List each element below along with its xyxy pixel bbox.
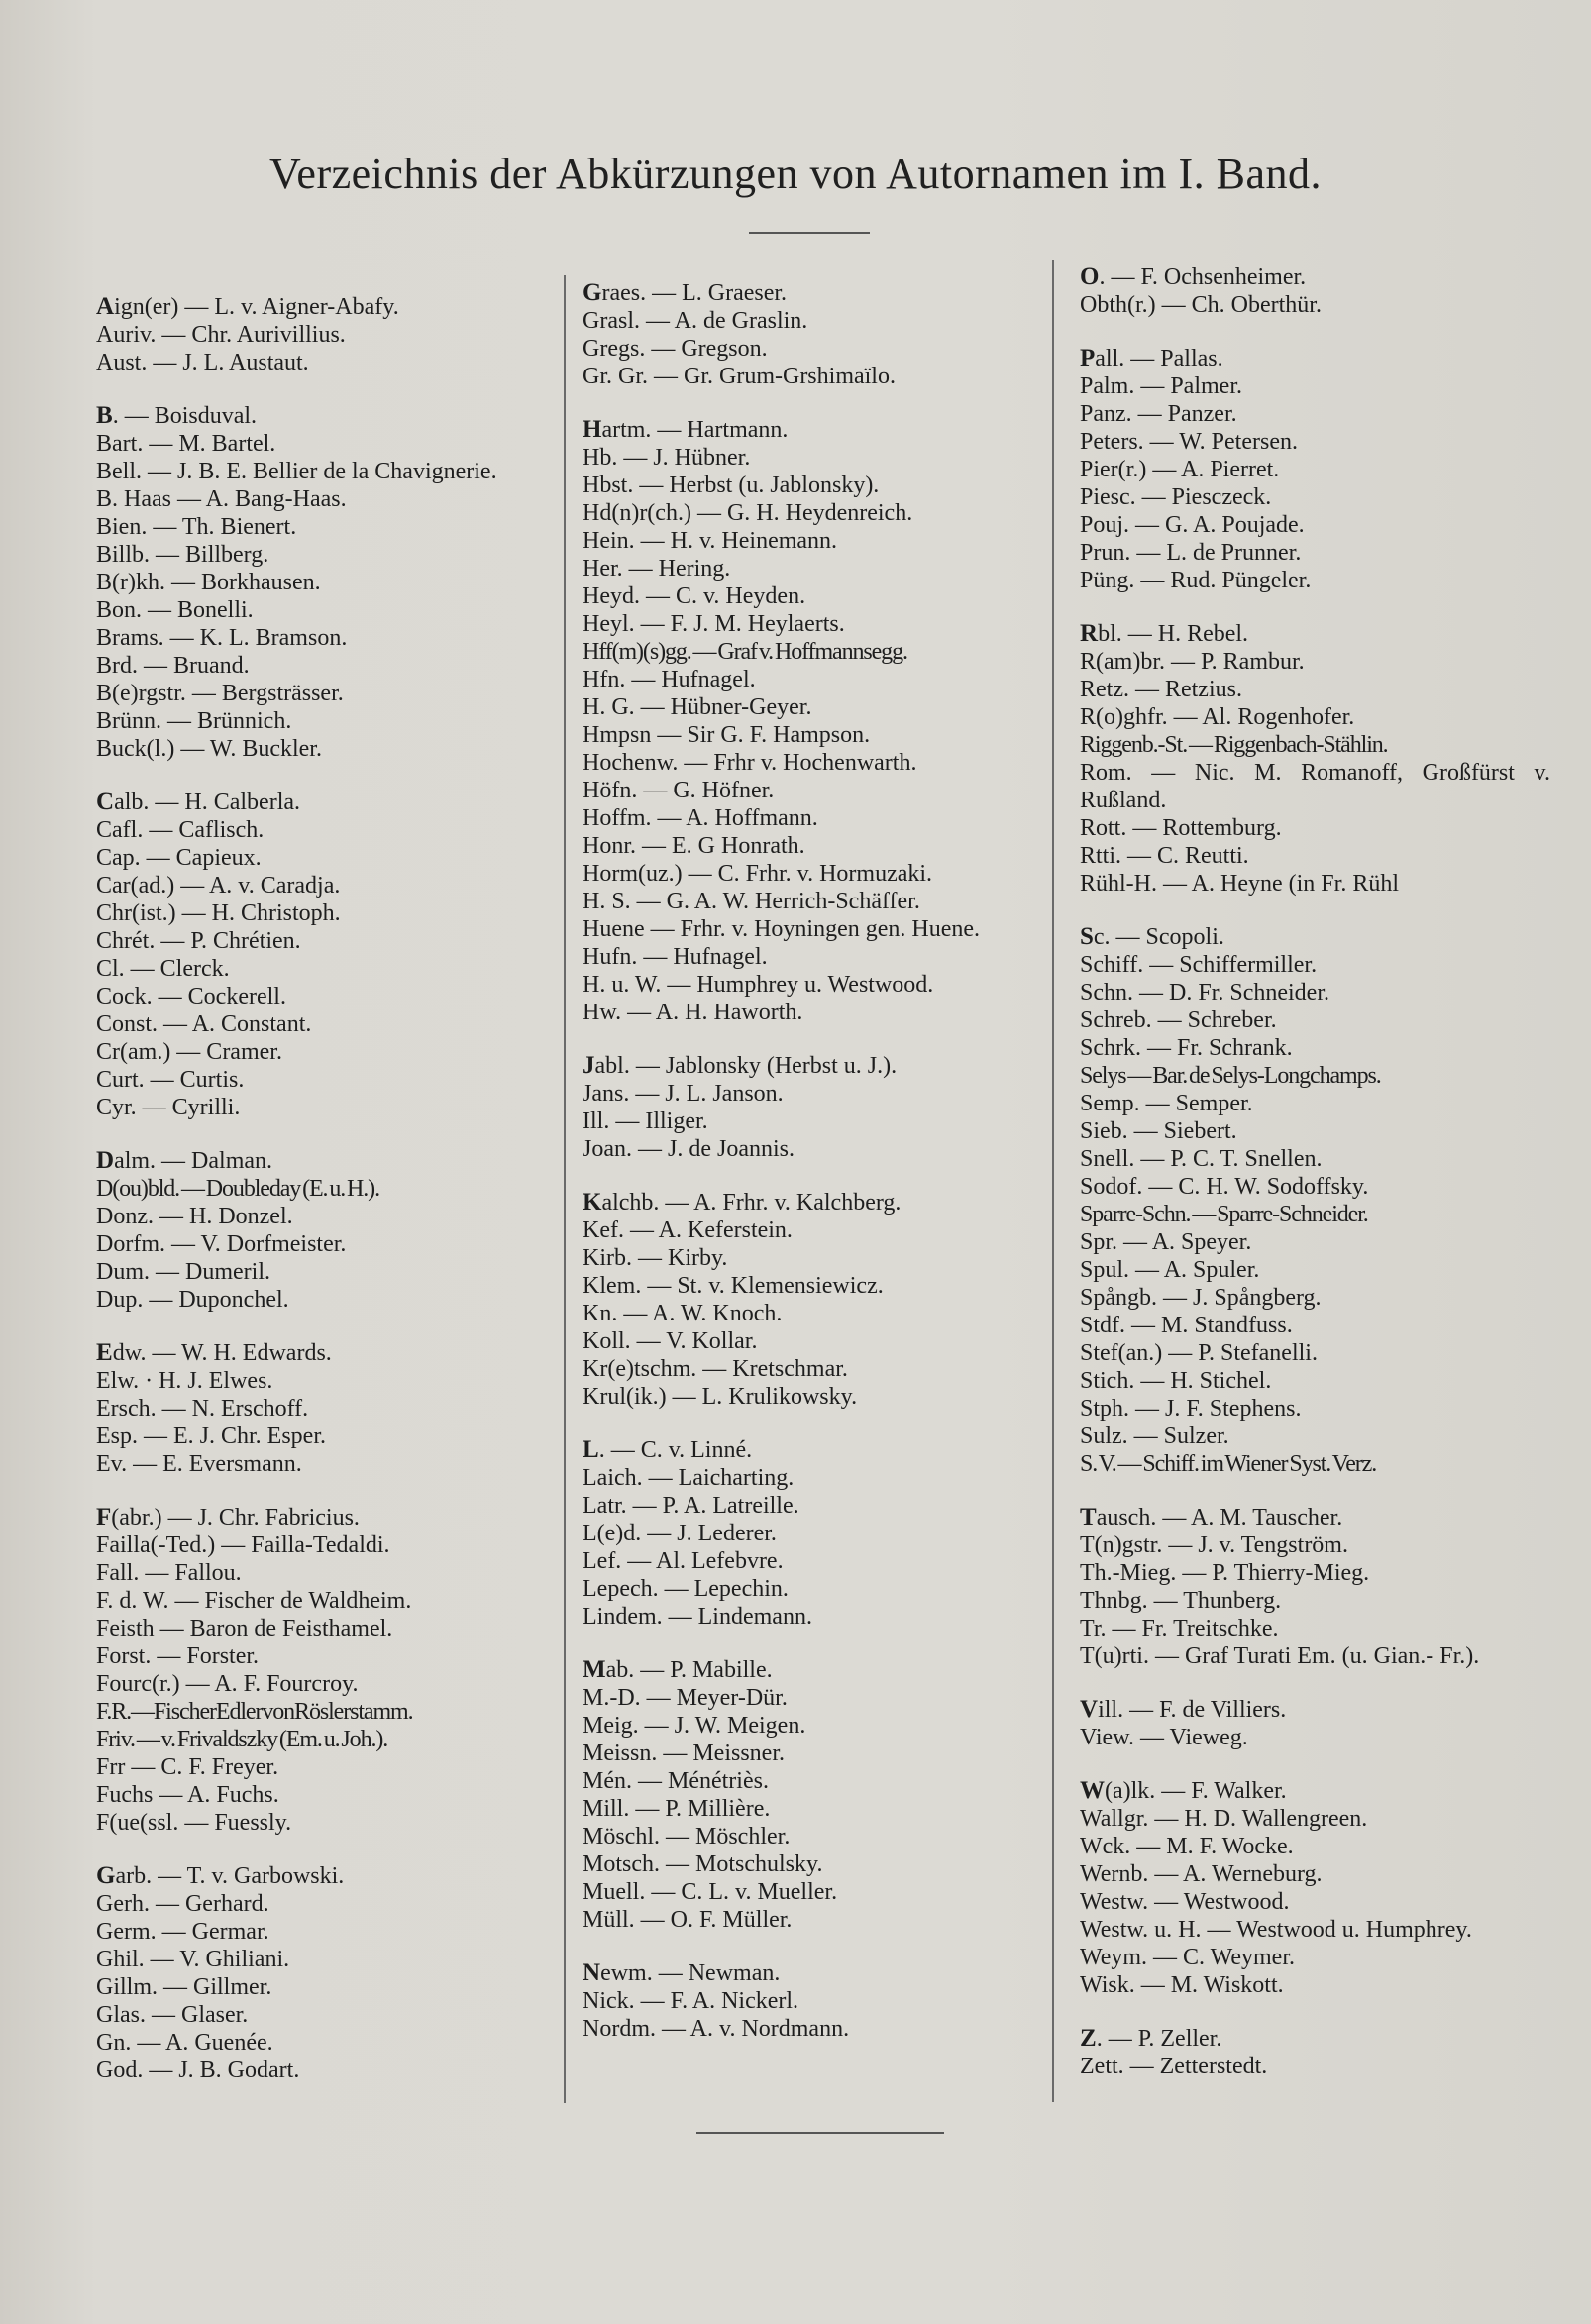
- abbreviation-entry: Brd. — Bruand.: [96, 653, 250, 679]
- abbreviation-entry: Koll. — V. Kollar.: [583, 1328, 758, 1354]
- abbreviation-entry: Fall. — Fallou.: [96, 1560, 242, 1586]
- abbreviation-entry: H. u. W. — Humphrey u. Westwood.: [583, 972, 934, 998]
- abbreviation-entry: Dum. — Dumeril.: [96, 1259, 270, 1285]
- abbreviation-entry: M.-D. — Meyer-Dür.: [583, 1685, 788, 1711]
- abbreviation-entry: Jans. — J. L. Janson.: [583, 1081, 784, 1107]
- abbreviation-entry: Meig. — J. W. Meigen.: [583, 1713, 806, 1739]
- abbreviation-entry: [583, 1052, 1046, 1080]
- entry-text: abl. — Jablonsky (Herbst u. J.).: [594, 1053, 898, 1079]
- initial-letter: G: [96, 1862, 116, 1889]
- abbreviation-entry: Püng. — Rud. Püngeler.: [1080, 568, 1312, 593]
- abbreviation-entry: Stef(an.) — P. Stefanelli.: [1080, 1340, 1318, 1366]
- abbreviation-entry: L(e)d. — J. Lederer.: [583, 1521, 777, 1546]
- abbreviation-entry: Schreb. — Schreber.: [1080, 1007, 1277, 1033]
- abbreviation-entry: H. S. — G. A. W. Herrich-Schäffer.: [583, 889, 920, 914]
- abbreviation-entry: Brams. — K. L. Bramson.: [96, 625, 348, 651]
- abbreviation-entry: Kn. — A. W. Knoch.: [583, 1301, 783, 1326]
- entry-text: . — C. v. Linné.: [598, 1437, 753, 1463]
- abbreviation-entry: [1080, 1696, 1550, 1724]
- abbreviation-entry: F. d. W. — Fischer de Waldheim.: [96, 1588, 412, 1614]
- abbreviation-entry: Bien. — Th. Bienert.: [96, 514, 297, 540]
- entry-text: arb. — T. v. Garbowski.: [115, 1863, 345, 1889]
- column-2: [583, 279, 1046, 2068]
- initial-letter: O: [1080, 264, 1100, 290]
- abbreviation-entry: Klem. — St. v. Klemensiewicz.: [583, 1273, 884, 1299]
- abbreviation-entry: Cl. — Clerck.: [96, 956, 230, 982]
- abbreviation-entry: Joan. — J. de Joannis.: [583, 1136, 795, 1162]
- abbreviation-entry: [96, 293, 557, 321]
- abbreviation-entry: Hfn. — Hufnagel.: [583, 667, 756, 692]
- abbreviation-entry: Prun. — L. de Prunner.: [1080, 540, 1302, 566]
- abbreviation-entry: [96, 1339, 557, 1367]
- letter-group: [1080, 1696, 1550, 1751]
- abbreviation-entry: Glas. — Glaser.: [96, 2002, 249, 2028]
- abbreviation-entry: [96, 1504, 557, 1532]
- abbreviation-entry: Semp. — Semper.: [1080, 1091, 1253, 1116]
- letter-group: [583, 416, 1046, 1026]
- title-rule: [749, 232, 870, 234]
- initial-letter: N: [583, 1959, 601, 1986]
- abbreviation-entry: [583, 1189, 1046, 1216]
- letter-group: [1080, 1504, 1550, 1670]
- abbreviation-entry: Nordm. — A. v. Nordmann.: [583, 2016, 850, 2042]
- abbreviation-entry: Piesc. — Piesczeck.: [1080, 484, 1272, 510]
- abbreviation-entry: Wernb. — A. Werneburg.: [1080, 1861, 1323, 1887]
- abbreviation-entry: Spångb. — J. Spångberg.: [1080, 1285, 1322, 1311]
- initial-letter: J: [583, 1052, 595, 1079]
- abbreviation-entry: Bell. — J. B. E. Bellier de la Chavignerie.: [96, 459, 497, 484]
- letter-group: [96, 1147, 557, 1314]
- abbreviation-entry: Fourc(r.) — A. F. Fourcroy.: [96, 1671, 359, 1697]
- abbreviation-entry: Curt. — Curtis.: [96, 1067, 245, 1093]
- abbreviation-entry: Bart. — M. Bartel.: [96, 431, 276, 457]
- abbreviation-entry: Laich. — Laicharting.: [583, 1465, 795, 1491]
- abbreviation-entry: Mén. — Ménétriès.: [583, 1768, 769, 1794]
- abbreviation-entry: Aust. — J. L. Austaut.: [96, 350, 309, 375]
- abbreviation-entry: Sulz. — Sulzer.: [1080, 1424, 1229, 1449]
- abbreviation-entry: Forst. — Forster.: [96, 1643, 260, 1669]
- abbreviation-entry: Chrét. — P. Chrétien.: [96, 928, 301, 954]
- initial-letter: M: [583, 1656, 606, 1683]
- abbreviation-entry: Gillm. — Gillmer.: [96, 1974, 272, 2000]
- abbreviation-entry: Auriv. — Chr. Aurivillius.: [96, 322, 346, 348]
- abbreviation-entry: Westw. u. H. — Westwood u. Humphrey.: [1080, 1917, 1472, 1943]
- abbreviation-entry: Palm. — Palmer.: [1080, 373, 1242, 399]
- abbreviation-entry: Stich. — H. Stichel.: [1080, 1368, 1272, 1394]
- abbreviation-entry: [96, 789, 557, 816]
- entry-text: raes. — L. Graeser.: [601, 280, 788, 306]
- entry-text: alchb. — A. Frhr. v. Kalchberg.: [601, 1190, 902, 1215]
- abbreviation-entry: Meissn. — Meissner.: [583, 1741, 785, 1766]
- abbreviation-entry: Kr(e)tschm. — Kretschmar.: [583, 1356, 848, 1382]
- letter-group: [583, 279, 1046, 390]
- abbreviation-entry: Lef. — Al. Lefebvre.: [583, 1548, 784, 1574]
- entry-text: (abr.) — J. Chr. Fabricius.: [111, 1505, 360, 1531]
- abbreviation-entry: Rott. — Rottemburg.: [1080, 815, 1282, 841]
- abbreviation-entry: Riggenb.-St. — Riggenbach-Stählin.: [1080, 732, 1388, 758]
- abbreviation-entry: Kef. — A. Keferstein.: [583, 1217, 793, 1243]
- entry-text: all. — Pallas.: [1095, 346, 1223, 371]
- abbreviation-entry: Pier(r.) — A. Pierret.: [1080, 457, 1280, 482]
- letter-group: [1080, 620, 1550, 898]
- abbreviation-entry: Pouj. — G. A. Poujade.: [1080, 512, 1305, 538]
- letter-group: [1080, 345, 1550, 594]
- entry-text: artm. — Hartmann.: [601, 417, 789, 443]
- entry-text: dw. — W. H. Edwards.: [112, 1340, 332, 1366]
- abbreviation-entry: Spr. — A. Speyer.: [1080, 1229, 1252, 1255]
- abbreviation-entry: Peters. — W. Petersen.: [1080, 429, 1298, 455]
- abbreviation-entry: B(e)rgstr. — Bergsträsser.: [96, 681, 344, 706]
- letter-group: [583, 1656, 1046, 1934]
- abbreviation-entry: Heyl. — F. J. M. Heylaerts.: [583, 611, 845, 637]
- entry-text: alm. — Dalman.: [114, 1148, 273, 1174]
- abbreviation-entry: Hd(n)r(ch.) — G. H. Heydenreich.: [583, 500, 913, 526]
- initial-letter: T: [1080, 1504, 1097, 1531]
- abbreviation-entry: Hein. — H. v. Heinemann.: [583, 528, 838, 554]
- abbreviation-entry: Chr(ist.) — H. Christoph.: [96, 900, 341, 926]
- abbreviation-entry: [96, 1862, 557, 1890]
- entry-text: ign(er) — L. v. Aigner-Abafy.: [114, 294, 399, 320]
- abbreviation-entry: [96, 1147, 557, 1175]
- initial-letter: C: [96, 789, 115, 815]
- initial-letter: L: [583, 1436, 599, 1463]
- abbreviation-entry: Panz. — Panzer.: [1080, 401, 1237, 427]
- letter-group: [1080, 2025, 1550, 2080]
- column-1: [96, 293, 557, 2110]
- abbreviation-entry: God. — J. B. Godart.: [96, 2058, 300, 2083]
- abbreviation-entry: [583, 1959, 1046, 1987]
- letter-group: [96, 402, 557, 763]
- abbreviation-entry: Elw. · H. J. Elwes.: [96, 1368, 273, 1394]
- entry-text: . — F. Ochsenheimer.: [1099, 264, 1307, 290]
- letter-group: [1080, 1777, 1550, 1999]
- abbreviation-entry: Nick. — F. A. Nickerl.: [583, 1988, 799, 2014]
- abbreviation-entry: Sieb. — Siebert.: [1080, 1118, 1237, 1144]
- abbreviation-entry: Donz. — H. Donzel.: [96, 1204, 293, 1229]
- initial-letter: P: [1080, 345, 1096, 371]
- abbreviation-entry: [1080, 1504, 1550, 1532]
- letter-group: [96, 1862, 557, 2084]
- abbreviation-entry: Hufn. — Hufnagel.: [583, 944, 768, 970]
- entry-text: ill. — F. de Villiers.: [1098, 1697, 1287, 1723]
- abbreviation-entry: Zett. — Zetterstedt.: [1080, 2054, 1268, 2079]
- abbreviation-entry: Wisk. — M. Wiskott.: [1080, 1972, 1284, 1998]
- column-3: [1080, 264, 1550, 2106]
- entry-text: bl. — H. Rebel.: [1098, 621, 1249, 647]
- initial-letter: E: [96, 1339, 113, 1366]
- abbreviation-entry: Dorfm. — V. Dorfmeister.: [96, 1231, 347, 1257]
- abbreviation-entry: Muell. — C. L. v. Mueller.: [583, 1879, 838, 1905]
- abbreviation-entry: Stdf. — M. Standfuss.: [1080, 1313, 1293, 1338]
- abbreviation-entry: Rühl-H. — A. Heyne (in Fr. Rühl: [1080, 871, 1399, 897]
- abbreviation-entry: Grasl. — A. de Graslin.: [583, 308, 808, 334]
- abbreviation-entry: Wallgr. — H. D. Wallengreen.: [1080, 1806, 1368, 1832]
- initial-letter: A: [96, 293, 115, 320]
- abbreviation-entry: Tr. — Fr. Treitschke.: [1080, 1616, 1279, 1641]
- abbreviation-entry: Retz. — Retzius.: [1080, 677, 1242, 702]
- entry-text: ausch. — A. M. Tauscher.: [1096, 1505, 1343, 1531]
- abbreviation-entry: Schrk. — Fr. Schrank.: [1080, 1035, 1293, 1061]
- end-rule: [696, 2132, 944, 2134]
- abbreviation-entry: Huene — Frhr. v. Hoyningen gen. Huene.: [583, 916, 981, 942]
- initial-letter: G: [583, 279, 602, 306]
- letter-group: [583, 1959, 1046, 2043]
- abbreviation-entry: Her. — Hering.: [583, 556, 731, 581]
- abbreviation-entry: Cock. — Cockerell.: [96, 984, 286, 1009]
- abbreviation-entry: T(n)gstr. — J. v. Tengström.: [1080, 1532, 1348, 1558]
- abbreviation-entry: Kirb. — Kirby.: [583, 1245, 728, 1271]
- abbreviation-entry: Brünn. — Brünnich.: [96, 708, 292, 734]
- abbreviation-entry: Lepech. — Lepechin.: [583, 1576, 789, 1602]
- abbreviation-entry: [1080, 2025, 1550, 2053]
- abbreviation-entry: Hmpsn — Sir G. F. Hampson.: [583, 722, 871, 748]
- initial-letter: Z: [1080, 2025, 1097, 2052]
- abbreviation-entry: Spul. — A. Spuler.: [1080, 1257, 1260, 1283]
- abbreviation-entry: Hw. — A. H. Haworth.: [583, 1000, 803, 1025]
- abbreviation-entry: B. Haas — A. Bang-Haas.: [96, 486, 347, 512]
- abbreviation-entry: Höfn. — G. Höfner.: [583, 778, 775, 803]
- letter-group: [583, 1052, 1046, 1163]
- abbreviation-entry: Obth(r.) — Ch. Oberthür.: [1080, 292, 1322, 318]
- abbreviation-entry: H. G. — Hübner-Geyer.: [583, 694, 812, 720]
- abbreviation-entry: [583, 279, 1046, 307]
- abbreviation-entry: [583, 416, 1046, 444]
- letter-group: [96, 293, 557, 376]
- abbreviation-entry: Lindem. — Lindemann.: [583, 1604, 812, 1630]
- letter-group: [96, 789, 557, 1121]
- abbreviation-entry: [1080, 620, 1550, 648]
- abbreviation-entry: Rtti. — C. Reutti.: [1080, 843, 1249, 869]
- abbreviation-entry: View. — Vieweg.: [1080, 1725, 1248, 1750]
- abbreviation-entry: [583, 1436, 1046, 1464]
- initial-letter: D: [96, 1147, 115, 1174]
- letter-group: [1080, 264, 1550, 319]
- abbreviation-entry: Krul(ik.) — L. Krulikowsky.: [583, 1384, 858, 1410]
- abbreviation-entry: T(u)rti. — Graf Turati Em. (u. Gian.- Fr.).: [1080, 1643, 1480, 1669]
- abbreviation-entry: [1080, 1777, 1550, 1805]
- entry-text: alb. — H. Calberla.: [114, 790, 301, 815]
- abbreviation-entry: Stph. — J. F. Stephens.: [1080, 1396, 1302, 1422]
- abbreviation-entry: [1080, 923, 1550, 951]
- abbreviation-entry: Frr — C. F. Freyer.: [96, 1754, 279, 1780]
- letter-group: [1080, 923, 1550, 1478]
- column-divider-1: [564, 275, 566, 2103]
- abbreviation-entry: Billb. — Billberg.: [96, 542, 269, 568]
- abbreviation-entry: Feisth — Baron de Feisthamel.: [96, 1616, 393, 1641]
- abbreviation-entry: Th.-Mieg. — P. Thierry-Mieg.: [1080, 1560, 1370, 1586]
- abbreviation-entry: Schn. — D. Fr. Schneider.: [1080, 980, 1329, 1005]
- entry-text: (a)lk. — F. Walker.: [1105, 1778, 1287, 1804]
- page-title: Verzeichnis der Abkürzungen von Autornamen im I. Band.: [269, 150, 1322, 198]
- abbreviation-entry: Wck. — M. F. Wocke.: [1080, 1834, 1294, 1859]
- abbreviation-entry: Latr. — P. A. Latreille.: [583, 1493, 799, 1519]
- abbreviation-entry: Fuchs — A. Fuchs.: [96, 1782, 279, 1808]
- abbreviation-entry: R(am)br. — P. Rambur.: [1080, 649, 1305, 675]
- abbreviation-entry: [583, 1656, 1046, 1684]
- abbreviation-entry: Mill. — P. Millière.: [583, 1796, 771, 1822]
- abbreviation-entry: Heyd. — C. v. Heyden.: [583, 583, 806, 609]
- abbreviation-entry: Sparre-Schn. — Sparre-Schneider.: [1080, 1202, 1368, 1227]
- abbreviation-entry: [96, 402, 557, 430]
- abbreviation-entry: Hb. — J. Hübner.: [583, 445, 751, 471]
- abbreviation-entry: Snell. — P. C. T. Snellen.: [1080, 1146, 1323, 1172]
- abbreviation-entry: Westw. — Westwood.: [1080, 1889, 1290, 1915]
- abbreviation-entry: F.R.—FischerEdlervonRöslerstamm.: [96, 1699, 413, 1725]
- abbreviation-entry: Dup. — Duponchel.: [96, 1287, 289, 1313]
- abbreviation-entry: Motsch. — Motschulsky.: [583, 1851, 823, 1877]
- letter-group: [96, 1339, 557, 1478]
- entry-text: . — P. Zeller.: [1096, 2026, 1222, 2052]
- abbreviation-entry: Möschl. — Möschler.: [583, 1824, 791, 1849]
- abbreviation-entry: Const. — A. Constant.: [96, 1011, 312, 1037]
- initial-letter: W: [1080, 1777, 1105, 1804]
- abbreviation-entry: F(ue(ssl. — Fuessly.: [96, 1810, 292, 1836]
- initial-letter: H: [583, 416, 602, 443]
- entry-text: ewm. — Newman.: [600, 1960, 781, 1986]
- abbreviation-entry: Esp. — E. J. Chr. Esper.: [96, 1424, 326, 1449]
- abbreviation-entry: Buck(l.) — W. Buckler.: [96, 736, 322, 762]
- abbreviation-entry: [1080, 345, 1550, 372]
- abbreviation-entry: Sodof. — C. H. W. Sodoffsky.: [1080, 1174, 1369, 1200]
- abbreviation-entry: Müll. — O. F. Müller.: [583, 1907, 793, 1933]
- abbreviation-entry: Bon. — Bonelli.: [96, 597, 254, 623]
- abbreviation-entry: Ill. — Illiger.: [583, 1109, 708, 1134]
- abbreviation-entry: Selys — Bar. de Selys-Longchamps.: [1080, 1063, 1381, 1089]
- initial-letter: S: [1080, 923, 1094, 950]
- abbreviation-entry: Hoffm. — A. Hoffmann.: [583, 805, 818, 831]
- abbreviation-entry: B(r)kh. — Borkhausen.: [96, 570, 321, 595]
- initial-letter: K: [583, 1189, 602, 1215]
- abbreviation-entry: Gr. Gr. — Gr. Grum-Grshimaïlo.: [583, 364, 896, 389]
- abbreviation-entry: Friv. — v. Frivaldszky (Em. u. Joh.).: [96, 1727, 388, 1752]
- abbreviation-entry: Rom. — Nic. M. Romanoff, Großfürst v. Rußland.: [1080, 760, 1550, 813]
- abbreviation-entry: Failla(-Ted.) — Failla-Tedaldi.: [96, 1532, 390, 1558]
- abbreviation-entry: R(o)ghfr. — Al. Rogenhofer.: [1080, 704, 1355, 730]
- letter-group: [583, 1189, 1046, 1411]
- abbreviation-entry: Gn. — A. Guenée.: [96, 2030, 273, 2056]
- initial-letter: B: [96, 402, 113, 429]
- abbreviation-entry: Cafl. — Caflisch.: [96, 817, 265, 843]
- abbreviation-entry: D(ou)bld. — Doubleday (E. u. H.).: [96, 1176, 379, 1202]
- abbreviation-entry: Honr. — E. G Honrath.: [583, 833, 805, 859]
- abbreviation-entry: Germ. — Germar.: [96, 1919, 269, 1945]
- entry-text: ab. — P. Mabille.: [605, 1657, 773, 1683]
- letter-group: [96, 1504, 557, 1837]
- letter-group: [583, 1436, 1046, 1631]
- initial-letter: R: [1080, 620, 1099, 647]
- abbreviation-entry: S. V. — Schiff. im Wiener Syst. Verz.: [1080, 1451, 1377, 1477]
- abbreviation-entry: Cap. — Capieux.: [96, 845, 262, 871]
- abbreviation-entry: [1080, 264, 1550, 291]
- abbreviation-entry: Hff(m)(s)gg. — Graf v. Hoffmannsegg.: [583, 639, 907, 665]
- abbreviation-entry: Schiff. — Schiffermiller.: [1080, 952, 1318, 978]
- abbreviation-entry: Cyr. — Cyrilli.: [96, 1095, 241, 1120]
- abbreviation-entry: Cr(am.) — Cramer.: [96, 1039, 282, 1065]
- entry-text: c. — Scopoli.: [1093, 924, 1224, 950]
- abbreviation-entry: Ev. — E. Eversmann.: [96, 1451, 302, 1477]
- abbreviation-entry: Horm(uz.) — C. Frhr. v. Hormuzaki.: [583, 861, 933, 887]
- abbreviation-entry: Ghil. — V. Ghiliani.: [96, 1947, 290, 1972]
- abbreviation-entry: Hochenw. — Frhr v. Hochenwarth.: [583, 750, 917, 776]
- initial-letter: V: [1080, 1696, 1099, 1723]
- abbreviation-entry: Ersch. — N. Erschoff.: [96, 1396, 309, 1422]
- abbreviation-entry: Gerh. — Gerhard.: [96, 1891, 269, 1917]
- abbreviation-entry: Hbst. — Herbst (u. Jablonsky).: [583, 473, 880, 498]
- abbreviation-entry: Car(ad.) — A. v. Caradja.: [96, 873, 341, 898]
- abbreviation-entry: Gregs. — Gregson.: [583, 336, 768, 362]
- initial-letter: F: [96, 1504, 112, 1531]
- abbreviation-entry: Thnbg. — Thunberg.: [1080, 1588, 1282, 1614]
- abbreviation-entry: Weym. — C. Weymer.: [1080, 1945, 1295, 1970]
- entry-text: . — Boisduval.: [112, 403, 258, 429]
- column-divider-2: [1052, 260, 1054, 2102]
